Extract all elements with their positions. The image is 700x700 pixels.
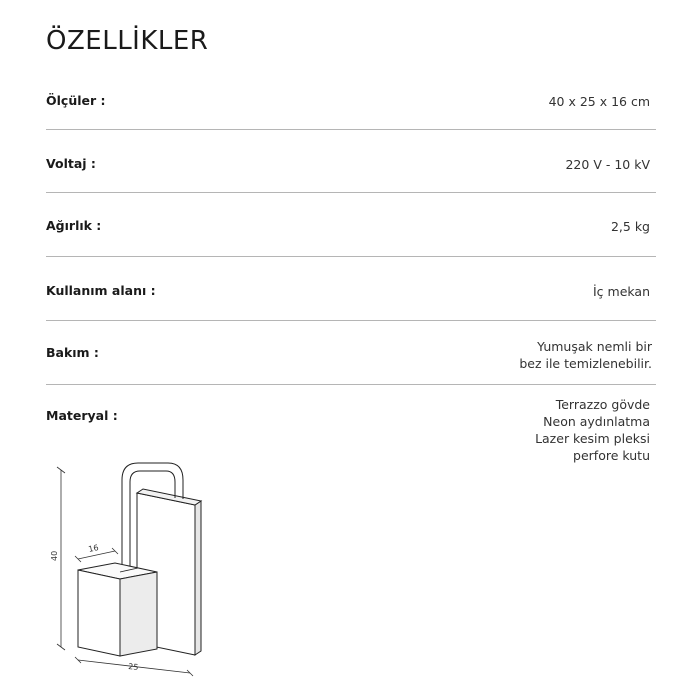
width-label: 25 — [127, 662, 139, 672]
height-label: 40 — [50, 550, 59, 561]
spec-value-line: İç mekan — [592, 284, 650, 299]
spec-label: Materyal : — [46, 408, 118, 423]
spec-label: Ölçüler : — [46, 93, 106, 108]
front-box — [78, 563, 157, 656]
spec-value-line: 2,5 kg — [610, 219, 650, 234]
spec-value-line: perfore kutu — [573, 448, 650, 463]
spec-value-line: 40 x 25 x 16 cm — [548, 94, 650, 109]
spec-label: Voltaj : — [46, 156, 96, 171]
spec-value-line: 220 V - 10 kV — [565, 157, 650, 172]
spec-value-line: Yumuşak nemli bir — [537, 339, 652, 354]
page-title: ÖZELLİKLER — [46, 26, 209, 56]
spec-value-line: Lazer kesim pleksi — [535, 431, 650, 446]
spec-value-line: bez ile temizlenebilir. — [519, 356, 652, 371]
spec-value-line: Terrazzo gövde — [555, 397, 650, 412]
spec-label: Bakım : — [46, 345, 99, 360]
depth-label: 16 — [87, 543, 100, 554]
spec-label: Ağırlık : — [46, 218, 102, 233]
spec-label: Kullanım alanı : — [46, 283, 156, 298]
spec-value-line: Neon aydınlatma — [543, 414, 650, 429]
